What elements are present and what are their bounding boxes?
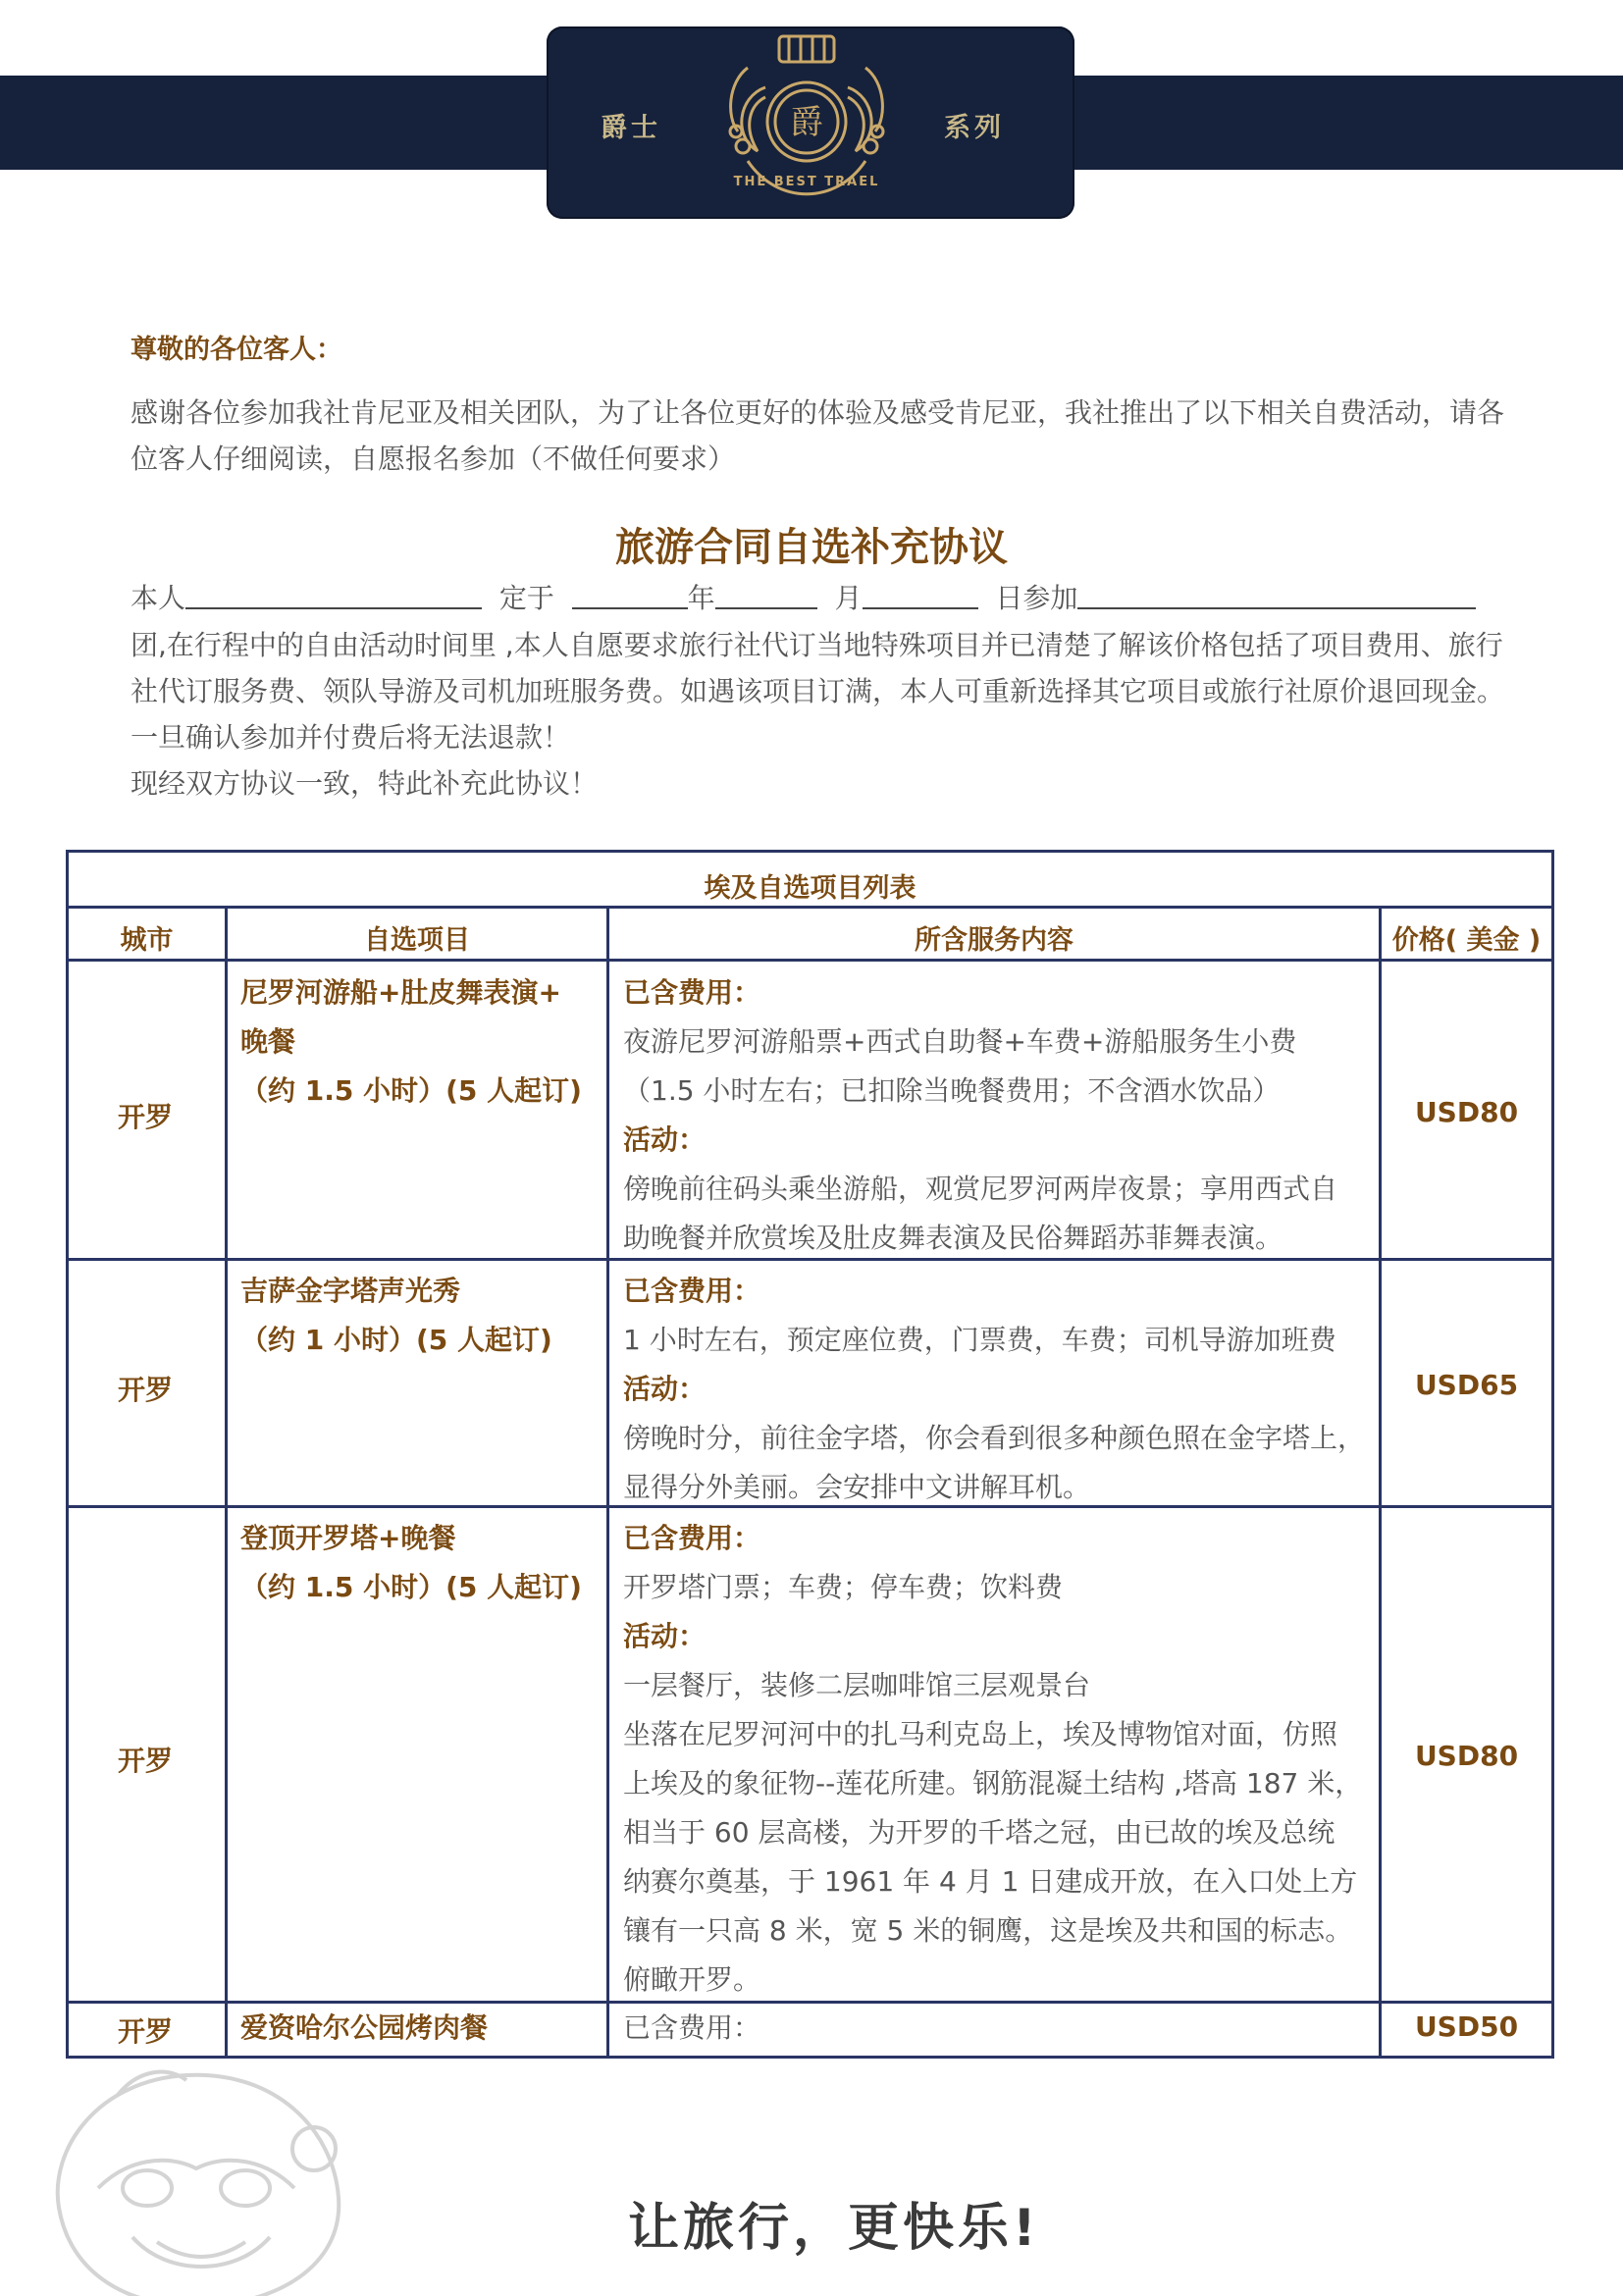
agreement-para-1: 团,在行程中的自由活动时间里 ,本人自愿要求旅行社代订当地特殊项目并已清楚了解该价格包括了项目费用、旅行社代订服务费、领队导游及司机加班服务费。如遇该项目订满，本人可重新选择其它项目或旅行社原价退回现金。一旦确认参加并付费后将无法退款！ bbox=[131, 629, 1505, 754]
row-item: 登顶开罗塔+晚餐 （约 1.5 小时）(5 人起订) bbox=[240, 1522, 582, 1603]
crest-logo bbox=[708, 28, 905, 215]
contract-title: 旅游合同自选补充协议 bbox=[615, 525, 1008, 570]
row-service: 已含费用： 1 小时左右，预定座位费，门票费，车费；司机导游加班费 活动： 傍晚时分，前往金字塔，你会看到很多种颜色照在金字塔上， 显得分外美丽。会安排中文讲解耳机。 bbox=[623, 1275, 1366, 1503]
row-price: USD65 bbox=[1414, 1369, 1519, 1401]
header-right-text: 系列 bbox=[944, 113, 1005, 143]
row-price: USD80 bbox=[1414, 1740, 1519, 1772]
row-item: 尼罗河游船+肚皮舞表演+ 晚餐 （约 1.5 小时）(5 人起订) bbox=[240, 976, 582, 1107]
row-item: 爱资哈尔公园烤肉餐 bbox=[240, 2011, 489, 2044]
row-city: 开罗 bbox=[118, 2015, 174, 2048]
row-city: 开罗 bbox=[118, 1374, 174, 1406]
header-item: 自选项目 bbox=[364, 925, 470, 956]
row-city: 开罗 bbox=[118, 1745, 174, 1777]
row-city: 开罗 bbox=[118, 1101, 174, 1133]
row-service: 已含费用： bbox=[623, 2011, 761, 2044]
row-service: 已含费用： 开罗塔门票；车费；停车费；饮料费 活动： 一层餐厅，装修二层咖啡馆三层观景台 坐落在尼罗河河中的扎马利克岛上，埃及博物馆对面，仿照 上埃及的象征物--莲花所建。钢筋混凝土结构 ,塔高 187 米， 相当于 60 层高楼，为开罗的千塔之冠，由已故的埃及总统 纳赛尔奠基，于 1961 年 4 月 1 日建成开放，在入口处上方 镶有一只高 8 米，宽 5 米的铜鹰，这是埃及共和国的标志。 俯瞰开罗。 bbox=[623, 1522, 1363, 1996]
table-title: 埃及自选项目列表 bbox=[704, 873, 916, 904]
monkey-mascot-icon bbox=[39, 2041, 363, 2296]
header-service: 所含服务内容 bbox=[915, 925, 1073, 956]
day-blank[interactable] bbox=[863, 578, 978, 609]
svg-text:THE BEST TRAEL: THE BEST TRAEL bbox=[733, 175, 880, 189]
year-blank[interactable] bbox=[572, 578, 688, 609]
intro-paragraph: 感谢各位参加我社肯尼亚及相关团队，为了让各位更好的体验及感受肯尼亚，我社推出了以下相关自费活动，请各位客人仔细阅读，自愿报名参加（不做任何要求） bbox=[131, 396, 1505, 475]
agreement-text bbox=[131, 622, 1524, 807]
agreement-para-2: 现经双方协议一致，特此补充此协议！ bbox=[131, 767, 599, 800]
row-service: 已含费用： 夜游尼罗河游船票+西式自助餐+车费+游船服务生小费 （1.5 小时左右；已扣除当晚餐费用；不含酒水饮品） 活动： 傍晚前往码头乘坐游船，观赏尼罗河两岸夜景；享用西式自 助晚餐并欣赏埃及肚皮舞表演及民俗舞蹈苏菲舞表演。 bbox=[623, 976, 1338, 1254]
footer-slogan: 让旅行，更快乐! bbox=[628, 2199, 1040, 2258]
tour-blank[interactable] bbox=[1077, 578, 1476, 609]
header-city: 城市 bbox=[120, 925, 174, 956]
row-price: USD50 bbox=[1414, 2010, 1519, 2043]
header-left-text: 爵士 bbox=[601, 113, 661, 143]
greeting: 尊敬的各位客人： bbox=[131, 335, 342, 365]
row-item: 吉萨金字塔声光秀 （约 1 小时）(5 人起订) bbox=[240, 1275, 552, 1356]
row-price: USD80 bbox=[1414, 1096, 1519, 1128]
sign-line: 本人 定于 年 月 日参加 bbox=[131, 577, 1476, 616]
month-blank[interactable] bbox=[715, 578, 817, 609]
name-blank[interactable] bbox=[185, 578, 482, 609]
excursion-table bbox=[66, 850, 1554, 2059]
header-price: 价格( 美金 ) bbox=[1391, 925, 1542, 956]
svg-text:爵: 爵 bbox=[790, 103, 823, 142]
